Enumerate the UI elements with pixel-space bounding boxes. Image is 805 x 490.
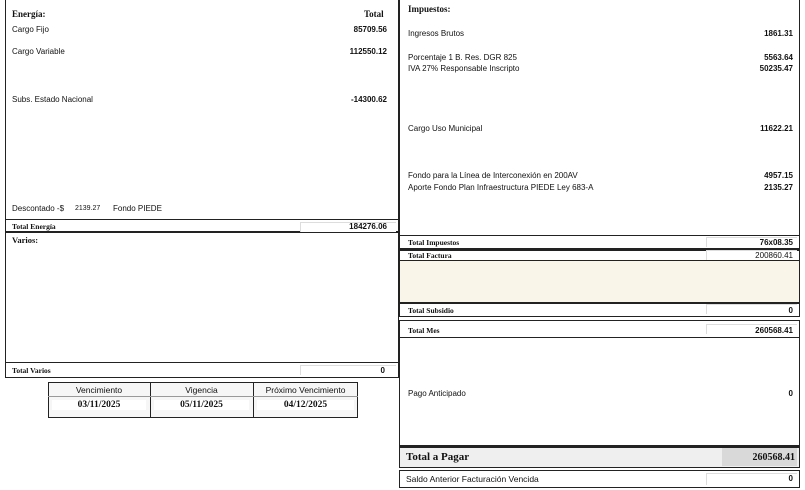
total-impuestos-value: 76x08.35 <box>759 238 793 247</box>
cargo-variable-value: 112550.12 <box>349 47 387 56</box>
fondo-piede-value: 2135.27 <box>764 183 793 192</box>
total-subsidio-box <box>706 304 797 314</box>
pago-anticipado-value: 0 <box>788 389 793 398</box>
energia-title: Energía: <box>12 9 46 19</box>
total-energia-label: Total Energía <box>12 222 56 231</box>
cargo-fijo-value: 85709.56 <box>353 25 387 34</box>
ingresos-brutos-label: Ingresos Brutos <box>408 29 465 38</box>
pago-anticipado-label: Pago Anticipado <box>408 389 466 398</box>
total-mes-label: Total Mes <box>408 326 440 335</box>
impuestos-total-divider <box>399 235 800 236</box>
total-varios-value: 0 <box>380 366 385 375</box>
subsidio-estado-label: Subs. Estado Nacional <box>12 95 93 104</box>
fondo-interconexion-label: Fondo para la Línea de Interconexión en 200AV <box>408 171 578 180</box>
saldo-anterior-value: 0 <box>788 474 793 483</box>
cargo-municipal-label: Cargo Uso Municipal <box>408 124 483 133</box>
fondo-interconexion-value: 4957.15 <box>764 171 793 180</box>
total-pagar-value: 260568.41 <box>752 452 795 463</box>
total-factura-label: Total Factura <box>408 251 452 260</box>
saldo-anterior-box <box>706 473 797 485</box>
subsidio-estado-value: -14300.62 <box>350 95 387 104</box>
vigencia-date: 05/11/2025 <box>154 400 249 410</box>
iva-label: IVA 27% Responsable Inscripto <box>408 64 520 73</box>
energia-panel <box>5 0 399 232</box>
total-energia-value: 184276.06 <box>349 222 387 231</box>
fondo-piede-label: Aporte Fondo Plan Infraestructura PIEDE Ley 683-A <box>408 183 594 192</box>
descontado-value: 2139.27 <box>75 205 101 212</box>
descontado-label: Descontado -$ <box>12 204 65 213</box>
total-pagar-label: Total a Pagar <box>406 451 470 463</box>
total-impuestos-label: Total Impuestos <box>408 238 460 247</box>
descontado-fondo: Fondo PIEDE <box>113 204 162 213</box>
percepcion-dgr-label: Porcentaje 1 B. Res. DGR 825 <box>408 53 517 62</box>
cargo-fijo-label: Cargo Fijo <box>12 25 49 34</box>
total-mes-value: 260568.41 <box>755 326 793 335</box>
cargo-municipal-value: 11622.21 <box>760 124 793 133</box>
saldo-anterior-label: Saldo Anterior Facturación Vencida <box>406 474 539 484</box>
total-subsidio-value: 0 <box>788 306 793 315</box>
proximo-vencimiento-date: 04/12/2025 <box>257 400 354 410</box>
total-subsidio-label: Total Subsidio <box>408 306 454 315</box>
ingresos-brutos-value: 1861.31 <box>764 29 793 38</box>
vencimiento-header: Vencimiento <box>75 385 123 395</box>
venc-header-divider <box>48 396 358 397</box>
varios-title: Varios: <box>12 235 39 245</box>
total-factura-value: 200860.41 <box>755 251 793 260</box>
factura-blank-area <box>399 261 800 303</box>
varios-panel <box>5 232 399 378</box>
energia-total-header: Total <box>364 9 384 19</box>
impuestos-title: Impuestos: <box>408 4 451 14</box>
total-varios-label: Total Varios <box>12 366 51 375</box>
varios-total-divider <box>5 362 399 363</box>
energia-total-divider <box>5 219 399 220</box>
percepcion-dgr-value: 5563.64 <box>764 53 793 62</box>
cargo-variable-label: Cargo Variable <box>12 47 65 56</box>
vencimiento-date: 03/11/2025 <box>52 400 146 410</box>
vigencia-header: Vigencia <box>185 385 218 395</box>
proximo-vencimiento-header: Próximo Vencimiento <box>265 385 346 395</box>
iva-value: 50235.47 <box>759 64 793 73</box>
